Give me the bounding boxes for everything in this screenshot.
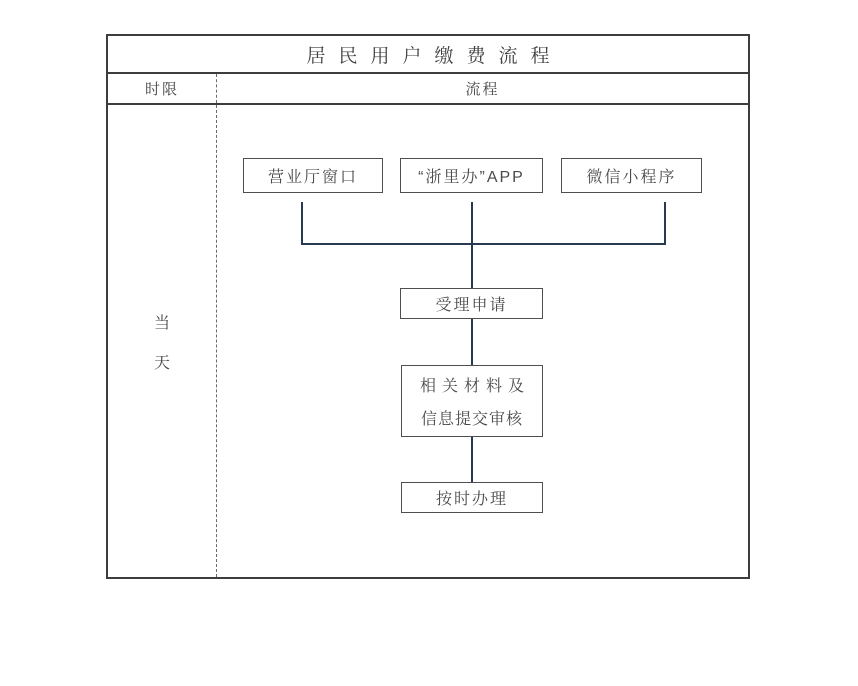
flow-node-handle-on-time: 按时办理: [401, 482, 543, 513]
table-body-row: [108, 105, 748, 577]
material-review-line1: 相关材料及: [419, 378, 530, 395]
column-header-time-limit: 时限: [108, 74, 217, 103]
time-limit-char-1: 当: [153, 314, 170, 332]
column-header-process: 流程: [465, 81, 500, 98]
flow-node-business-hall: 营业厅窗口: [243, 158, 383, 193]
diagram-title: 居民用户缴费流程: [108, 36, 748, 74]
flow-node-accept-application: 受理申请: [400, 288, 543, 319]
process-cell: [217, 105, 748, 577]
material-review-line2: 信息提交审核: [420, 411, 523, 428]
flow-table: [106, 34, 750, 579]
time-limit-char-2: 天: [153, 354, 170, 372]
flow-node-wechat-miniprogram: 微信小程序: [561, 158, 702, 193]
flow-node-zheliban-app: “浙里办”APP: [400, 158, 543, 193]
table-header-row: [108, 74, 748, 105]
time-limit-cell: [108, 105, 217, 577]
